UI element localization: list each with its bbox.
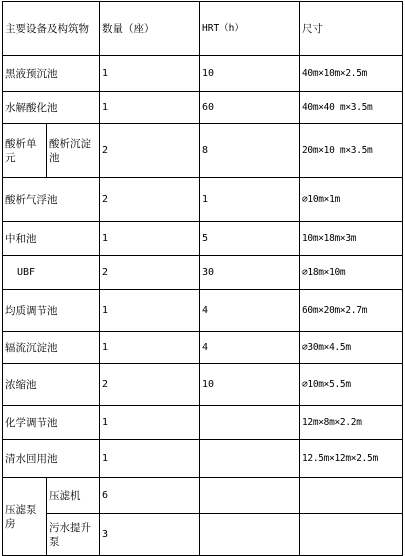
row-quantity-cell: 3 bbox=[100, 514, 200, 556]
row-group-cell: 酸析单元 bbox=[3, 124, 47, 178]
table-row bbox=[3, 406, 403, 440]
row-hrt-cell: 8 bbox=[200, 124, 300, 178]
row-size-cell: 60m×20m×2.7m bbox=[300, 290, 403, 332]
header-quantity-cell: 数量（座） bbox=[100, 2, 200, 56]
table-row bbox=[3, 440, 403, 478]
row-name-cell: 中和池 bbox=[3, 222, 100, 256]
table-row bbox=[3, 290, 403, 332]
row-name-cell: 压滤机 bbox=[47, 478, 100, 514]
row-quantity-cell: 2 bbox=[100, 364, 200, 406]
table-header-row bbox=[3, 2, 403, 56]
table-row bbox=[3, 478, 403, 514]
row-hrt-cell: 60 bbox=[200, 92, 300, 124]
row-quantity-cell: 6 bbox=[100, 478, 200, 514]
header-size-cell: 尺寸 bbox=[300, 2, 403, 56]
row-quantity-cell: 1 bbox=[100, 56, 200, 92]
row-name-cell: 酸析气浮池 bbox=[3, 178, 100, 222]
row-hrt-cell: 5 bbox=[200, 222, 300, 256]
row-name-cell: 辐流沉淀池 bbox=[3, 332, 100, 364]
row-hrt-cell: 4 bbox=[200, 332, 300, 364]
table-row bbox=[3, 514, 403, 556]
row-hrt-cell bbox=[200, 514, 300, 556]
equipment-table bbox=[2, 1, 403, 556]
row-hrt-cell: 1 bbox=[200, 178, 300, 222]
row-size-cell: ⌀10m×5.5m bbox=[300, 364, 403, 406]
row-quantity-cell: 1 bbox=[100, 332, 200, 364]
row-hrt-cell bbox=[200, 478, 300, 514]
row-quantity-cell: 1 bbox=[100, 440, 200, 478]
row-hrt-cell: 4 bbox=[200, 290, 300, 332]
row-size-cell: 20m×10 m×3.5m bbox=[300, 124, 403, 178]
row-quantity-cell: 2 bbox=[100, 124, 200, 178]
row-name-cell: 均质调节池 bbox=[3, 290, 100, 332]
row-quantity-cell: 1 bbox=[100, 290, 200, 332]
row-size-cell: ⌀10m×1m bbox=[300, 178, 403, 222]
table-row bbox=[3, 256, 403, 290]
row-hrt-cell bbox=[200, 406, 300, 440]
row-name-cell: UBF bbox=[3, 256, 100, 290]
row-hrt-cell bbox=[200, 440, 300, 478]
row-name-cell: 黑液预沉池 bbox=[3, 56, 100, 92]
table-row bbox=[3, 92, 403, 124]
row-quantity-cell: 1 bbox=[100, 92, 200, 124]
table-row bbox=[3, 222, 403, 256]
row-size-cell: ⌀30m×4.5m bbox=[300, 332, 403, 364]
row-size-cell: ⌀18m×10m bbox=[300, 256, 403, 290]
row-name-cell: 浓缩池 bbox=[3, 364, 100, 406]
table-row bbox=[3, 56, 403, 92]
row-quantity-cell: 1 bbox=[100, 222, 200, 256]
row-hrt-cell: 10 bbox=[200, 364, 300, 406]
row-hrt-cell: 10 bbox=[200, 56, 300, 92]
row-name-cell: 水解酸化池 bbox=[3, 92, 100, 124]
row-name-cell: 污水提升泵 bbox=[47, 514, 100, 556]
row-quantity-cell: 2 bbox=[100, 256, 200, 290]
row-name-cell: 酸析沉淀池 bbox=[47, 124, 100, 178]
table-row bbox=[3, 124, 403, 178]
table-row bbox=[3, 178, 403, 222]
row-size-cell: 40m×40 m×3.5m bbox=[300, 92, 403, 124]
row-size-cell: 12.5m×12m×2.5m bbox=[300, 440, 403, 478]
table-row bbox=[3, 364, 403, 406]
header-hrt-cell: HRT（h） bbox=[200, 2, 300, 56]
header-name-cell: 主要设备及构筑物 bbox=[3, 2, 100, 56]
row-name-cell: 化学调节池 bbox=[3, 406, 100, 440]
row-size-cell bbox=[300, 478, 403, 514]
table-row bbox=[3, 332, 403, 364]
row-size-cell bbox=[300, 514, 403, 556]
row-quantity-cell: 1 bbox=[100, 406, 200, 440]
row-hrt-cell: 30 bbox=[200, 256, 300, 290]
row-name-cell: 清水回用池 bbox=[3, 440, 100, 478]
row-size-cell: 10m×18m×3m bbox=[300, 222, 403, 256]
row-size-cell: 40m×10m×2.5m bbox=[300, 56, 403, 92]
row-group-cell: 压滤泵房 bbox=[3, 478, 47, 556]
row-size-cell: 12m×8m×2.2m bbox=[300, 406, 403, 440]
row-quantity-cell: 2 bbox=[100, 178, 200, 222]
